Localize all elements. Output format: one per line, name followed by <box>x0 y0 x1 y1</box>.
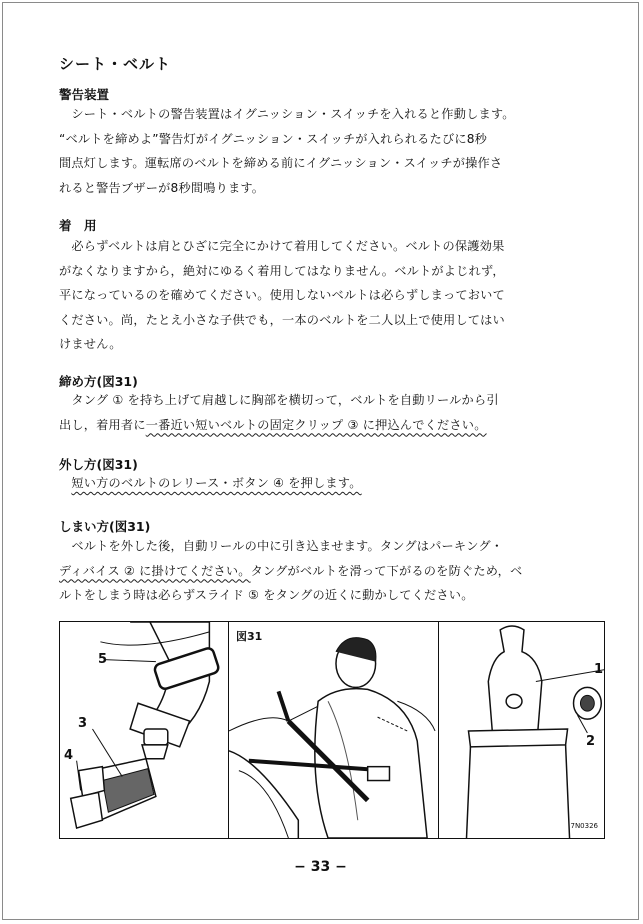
text-line: がなくなりますから，絶対にゆるく着用してはなりません。ベルトがよじれず， <box>59 263 505 278</box>
text-line <box>59 471 611 496</box>
heading-fastening: 締め方(図31) <box>59 374 138 389</box>
text-line: けません。 <box>59 337 122 351</box>
callout-1: 1 <box>594 662 604 677</box>
text-plain: タングがベルトを滑って下がるのを防ぐため，ベ <box>250 563 523 578</box>
paragraph-stowing <box>59 534 611 608</box>
text-line: 必らずベルトは肩とひざに完全にかけて着用してください。ベルトの保護効果 <box>59 239 505 253</box>
driver-illustration <box>228 622 438 838</box>
parking-device-illustration <box>438 622 604 838</box>
manual-page <box>2 2 639 920</box>
text-line: ベルトを外した後，自動リールの中に引き込ませます。タングはパーキング・ <box>59 539 504 553</box>
paragraph-fastening <box>59 388 611 437</box>
text-plain: 出し，着用者に <box>59 417 146 432</box>
text-line: 間点灯します。運転席のベルトを締める前にイグニッション・スイッチが操作さ <box>59 156 503 170</box>
callout-2: 2 <box>586 734 596 749</box>
heading-wearing: 着 用 <box>59 218 97 233</box>
text-line: タング ① を持ち上げて肩越しに胸部を横切って，ベルトを自動リールから引 <box>59 393 499 407</box>
paragraph-warning-device <box>59 102 611 200</box>
text-line: れると警告ブザーが8秒間鳴ります。 <box>59 180 265 195</box>
figure-panel-driver <box>228 622 439 838</box>
wavy-underlined-text: 一番近い短いベルトの固定クリップ ③ に押込んでください。 <box>145 417 487 432</box>
figure-panel-parking-device <box>438 622 604 838</box>
text-line <box>59 559 611 584</box>
callout-4: 4 <box>64 748 74 763</box>
text-line: シート・ベルトの警告装置はイグニッション・スイッチを入れると作動します。 <box>59 107 515 121</box>
heading-unfastening: 外し方(図31) <box>59 457 138 472</box>
callout-3: 3 <box>78 716 88 731</box>
paragraph-unfastening <box>59 471 611 496</box>
text-line: 平になっているのを確めてください。使用しないベルトは必らずしまっておいて <box>59 288 505 302</box>
heading-warning-device: 警告装置 <box>59 87 110 102</box>
heading-stowing: しまい方(図31) <box>59 519 151 534</box>
wavy-underlined-text: ディバイス ② に掛けてください。 <box>59 563 251 578</box>
text-line: “ベルトを締めよ”警告灯がイグニッション・スイッチが入れられるたびに8秒 <box>59 131 488 146</box>
text-line <box>59 413 611 438</box>
wavy-underlined-text: 短い方のベルトのレリース・ボタン ④ を押します。 <box>71 476 362 490</box>
text-line: ルトをしまう時は必らずスライド ⑤ をタングの近くに動かしてください。 <box>59 588 474 602</box>
figure-panel-buckle <box>60 622 229 838</box>
page-number: − 33 − <box>294 859 347 875</box>
figure-code: 7N0326 <box>570 822 598 830</box>
text-line: ください。尚，たとえ小さな子供でも，一本のベルトを二人以上で使用してはい <box>59 312 505 327</box>
page-title: シート・ベルト <box>59 55 172 73</box>
figure-31 <box>59 621 605 839</box>
callout-5: 5 <box>98 652 108 667</box>
figure-label: 図31 <box>236 630 263 643</box>
paragraph-wearing <box>59 234 611 357</box>
text-plain <box>59 476 71 490</box>
